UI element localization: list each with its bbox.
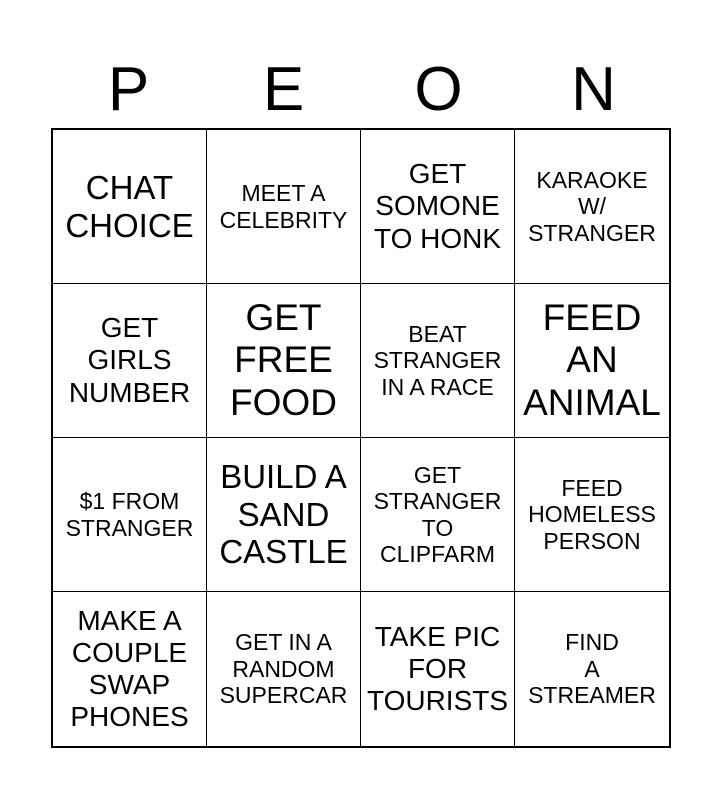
bingo-cell[interactable] bbox=[207, 130, 361, 284]
bingo-cell[interactable] bbox=[53, 438, 207, 592]
bingo-cell-label: GET STRANGER TO CLIPFARM bbox=[373, 461, 502, 567]
bingo-cell-label: FIND A STREAMER bbox=[528, 629, 656, 709]
bingo-cell-label: BEAT STRANGER IN A RACE bbox=[373, 320, 502, 400]
bingo-cell[interactable] bbox=[207, 592, 361, 746]
bingo-cell[interactable] bbox=[207, 284, 361, 438]
bingo-cell[interactable] bbox=[515, 438, 669, 592]
header-letter-o: O bbox=[414, 55, 463, 124]
bingo-cell-label: GET GIRLS NUMBER bbox=[68, 312, 191, 408]
bingo-cell-label: MEET A CELEBRITY bbox=[219, 180, 348, 233]
bingo-cell-label: BUILD A SAND CASTLE bbox=[219, 457, 348, 571]
bingo-cell[interactable] bbox=[53, 592, 207, 746]
bingo-cell-label: GET IN A RANDOM SUPERCAR bbox=[219, 629, 348, 709]
bingo-cell[interactable] bbox=[361, 592, 515, 746]
bingo-cell[interactable] bbox=[207, 438, 361, 592]
bingo-cell[interactable] bbox=[361, 438, 515, 592]
bingo-cell-label: $1 FROM STRANGER bbox=[65, 488, 194, 541]
bingo-header bbox=[51, 52, 671, 128]
bingo-cell-label: GET FREE FOOD bbox=[230, 296, 337, 423]
bingo-cell[interactable] bbox=[361, 130, 515, 284]
bingo-cell-label: TAKE PIC FOR TOURISTS bbox=[366, 620, 509, 717]
bingo-cell[interactable] bbox=[515, 130, 669, 284]
bingo-board bbox=[51, 128, 671, 748]
bingo-cell[interactable] bbox=[53, 130, 207, 284]
bingo-cell-label: MAKE A COUPLE SWAP PHONES bbox=[70, 604, 189, 733]
header-letter-e: E bbox=[262, 55, 305, 124]
bingo-cell[interactable] bbox=[515, 592, 669, 746]
bingo-cell-label: FEED HOMELESS PERSON bbox=[528, 474, 656, 554]
bingo-cell-label: KARAOKE W/ STRANGER bbox=[528, 166, 656, 246]
header-letter-n: N bbox=[571, 55, 616, 124]
header-letter-p: P bbox=[107, 55, 150, 124]
bingo-cell-label: GET SOMONE TO HONK bbox=[373, 158, 502, 254]
bingo-cell[interactable] bbox=[53, 284, 207, 438]
bingo-cell-label: CHAT CHOICE bbox=[65, 168, 194, 244]
bingo-cell[interactable] bbox=[515, 284, 669, 438]
bingo-cell-label: FEED AN ANIMAL bbox=[523, 296, 661, 423]
bingo-cell[interactable] bbox=[361, 284, 515, 438]
